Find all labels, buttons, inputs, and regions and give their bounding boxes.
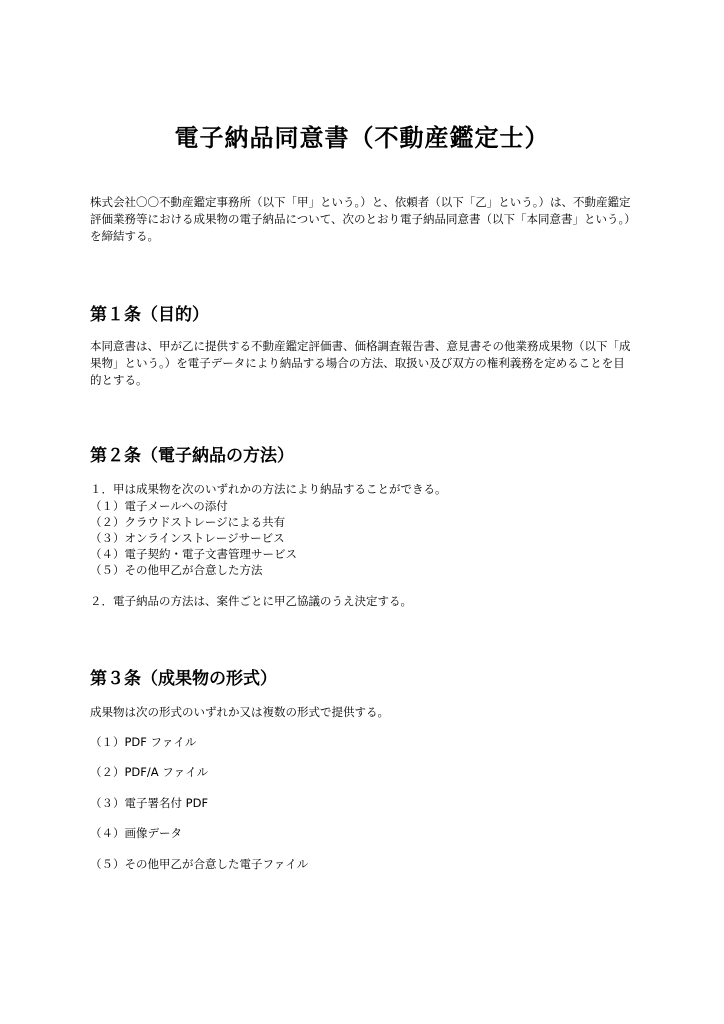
article3-format-item: （４）画像データ: [90, 826, 182, 840]
document-title: 電子納品同意書（不動産鑑定士）: [174, 124, 550, 152]
article1-body: 本同意書は、甲が乙に提供する不動産鑑定評価書、価格調査報告書、意見書その他業務成果物（以下「成果物」という。）を電子データにより納品する場合の方法、取扱い及び双方の権利義務を定めることを目的とする。: [90, 339, 631, 387]
article3-format-item: （２）PDF/A ファイル: [90, 765, 209, 779]
article3-format-item: （１）PDF ファイル: [90, 735, 197, 749]
article2-method-item: （１）電子メールへの添付: [90, 499, 228, 513]
article2-method-item: （４）電子契約・電子文書管理サービス: [90, 547, 297, 561]
article2-item2: ２．電子納品の方法は、案件ごとに甲乙協議のうえ決定する。: [90, 594, 412, 608]
article2-item1: １．甲は成果物を次のいずれかの方法により納品することができる。: [90, 482, 447, 496]
article2-method-item: （５）その他甲乙が合意した方法: [90, 563, 263, 577]
article3-format-item: （３）電子署名付 PDF: [90, 796, 209, 810]
article2-method-item: （２）クラウドストレージによる共有: [90, 515, 286, 529]
article2-heading: 第２条（電子納品の方法）: [90, 446, 294, 466]
intro-paragraph: 株式会社〇〇不動産鑑定事務所（以下「甲」という。）と、依頼者（以下「乙」という。）は、不動産鑑定評価業務等における成果物の電子納品について、次のとおり電子納品同意書（以下「本同意書」という。）を締結する。: [90, 195, 636, 243]
article3-format-item: （５）その他甲乙が合意した電子ファイル: [90, 857, 309, 871]
article2-method-item: （３）オンラインストレージサービス: [90, 531, 285, 545]
article1-heading: 第１条（目的）: [90, 305, 209, 325]
article3-body: 成果物は次の形式のいずれか又は複数の形式で提供する。: [90, 705, 389, 719]
article3-heading: 第３条（成果物の形式）: [90, 669, 277, 689]
